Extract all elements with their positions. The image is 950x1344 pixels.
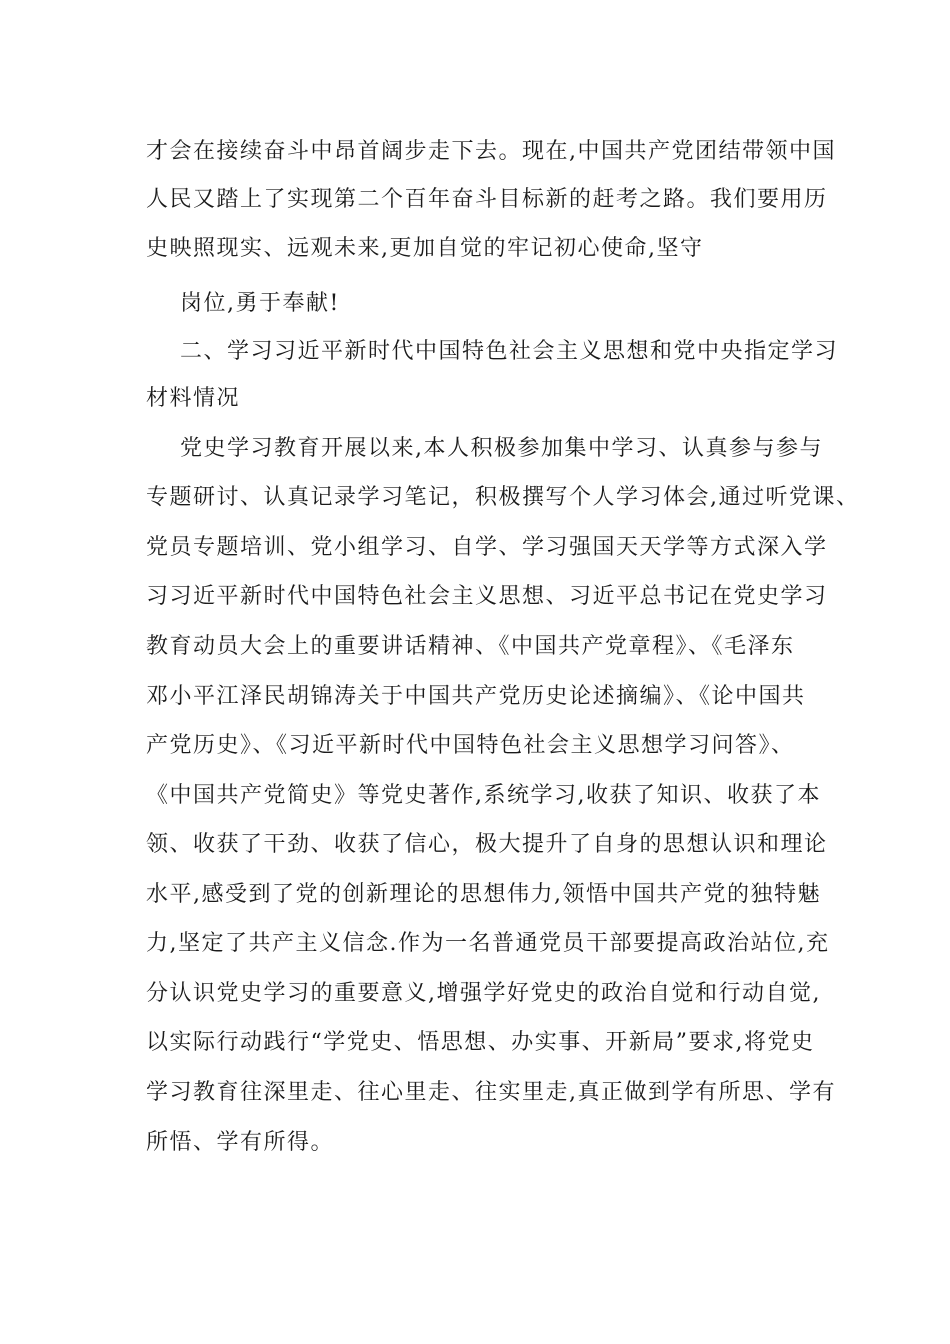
text-line: 教育动员大会上的重要讲话精神、《中国共产党章程》、《毛泽东 xyxy=(146,634,795,659)
text-line: 邓小平江泽民胡锦涛关于中国共产党历史论述摘编》、《论中国共 xyxy=(146,684,806,709)
text-line: 人民又踏上了实现第二个百年奋斗目标新的赶考之路。我们要用历 xyxy=(146,187,828,212)
text-line: 领、收获了干劲、收获了信心，极大提升了自身的思想认识和理论 xyxy=(146,832,828,857)
text-line: 所悟、学有所得。 xyxy=(146,1130,335,1155)
text-line: 《中国共产党简史》等党史著作,系统学习,收获了知识、收获了本 xyxy=(146,783,821,808)
text-line: 才会在接续奋斗中昂首阔步走下去。现在,中国共产党团结带领中国 xyxy=(146,139,836,164)
text-line: 分认识党史学习的重要意义,增强学好党史的政治自觉和行动自觉, xyxy=(146,981,821,1006)
text-line: 水平,感受到了党的创新理论的思想伟力,领悟中国共产党的独特魅 xyxy=(146,882,821,907)
text-line: 史映照现实、远观未来,更加自觉的牢记初心使命,坚守 xyxy=(146,236,704,261)
text-line: 以实际行动践行“学党史、悟思想、办实事、开新局”要求,将党史 xyxy=(146,1030,815,1055)
text-line: 力,坚定了共产主义信念.作为一名普通党员干部要提高政治站位,充 xyxy=(146,931,830,956)
text-line: 习习近平新时代中国特色社会主义思想、习近平总书记在党史学习 xyxy=(146,584,828,609)
text-line: 专题研讨、认真记录学习笔记，积极撰写个人学习体会,通过听党课、 xyxy=(146,485,860,510)
text-line: 产党历史》、《习近平新时代中国特色社会主义思想学习问答》、 xyxy=(146,733,795,758)
text-line: 党员专题培训、党小组学习、自学、学习强国天天学等方式深入学 xyxy=(146,535,828,560)
section-heading-continued: 材料情况 xyxy=(146,386,241,411)
text-line: 学习教育往深里走、往心里走、往实里走,真正做到学有所思、学有 xyxy=(146,1080,836,1105)
text-line: 党史学习教育开展以来,本人积极参加集中学习、认真参与参与 xyxy=(180,436,823,461)
section-heading: 二、学习习近平新时代中国特色社会主义思想和党中央指定学习 xyxy=(180,339,839,364)
text-line: 岗位,勇于奉献! xyxy=(180,291,340,316)
